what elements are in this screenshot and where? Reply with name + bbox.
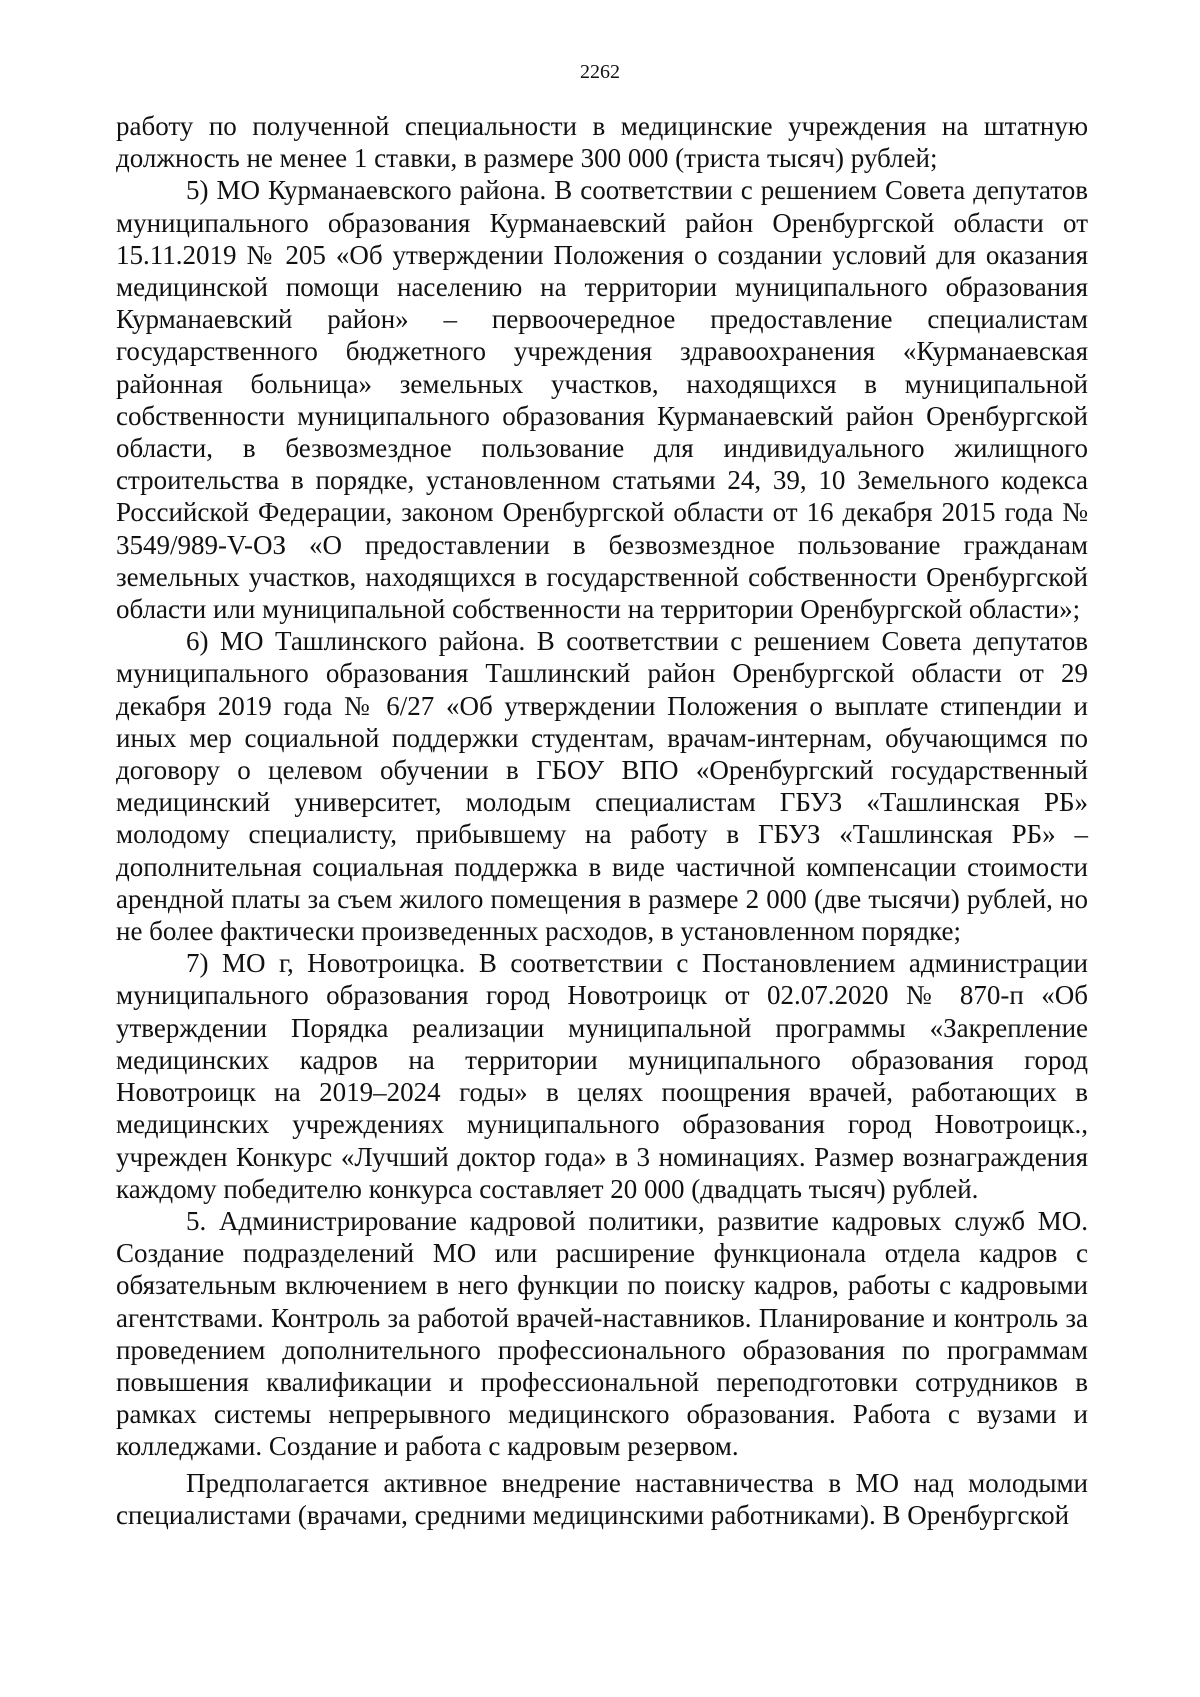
paragraph-mentoring: Предполагается активное внедрение наставничества в МО над молодыми специалистами (врачами, средними медицинскими работниками). В Оренбургской xyxy=(116,1467,1088,1530)
paragraph-item-7-novotroitsk: 7) МО г, Новотроицка. В соответствии с Постановлением администрации муниципального образования город Новотроицк от 02.07.2020 № 870-п «Об утверждении Порядка реализации муниципальной программы «Закрепление медицинских кадров на территории муниципального образования город Новотроицк на 2019–2024 годы» в целях поощрения врачей, работающих в медицинских учреждениях муниципального образования город Новотроицк., учрежден Конкурс «Лучший доктор года» в 3 номинациях. Размер вознаграждения каждому победителю конкурса составляет 20 000 (двадцать тысяч) рублей. xyxy=(116,948,1088,1204)
paragraph-item-6-tashlinsky: 6) МО Ташлинского района. В соответствии с решением Совета депутатов муниципального образования Ташлинский район Оренбургской области от 29 декабря 2019 года № 6/27 «Об утверждении Положения о выплате стипендии и иных мер социальной поддержки студентам, врачам-интернам, обучающимся по договору о целевом обучении в ГБОУ ВПО «Оренбургский государственный медицинский университет, молодым специалистам ГБУЗ «Ташлинская РБ» молодому специалисту, прибывшему на работу в ГБУЗ «Ташлинская РБ» – дополнительная социальная поддержка в виде частичной компенсации стоимости арендной платы за съем жилого помещения в размере 2 000 (две тысячи) рублей, но не более фактически произведенных расходов, в установленном порядке; xyxy=(116,626,1088,947)
page-number: 2262 xyxy=(580,61,620,83)
paragraph-continuation: работу по полученной специальности в медицинские учреждения на штатную должность не менее 1 ставки, в размере 300 000 (триста тысяч) рублей; xyxy=(116,111,1088,174)
paragraph-item-5-kurmanaevsky: 5) МО Курманаевского района. В соответствии с решением Совета депутатов муниципального образования Курманаевский район Оренбургской области от 15.11.2019 № 205 «Об утверждении Положения о создании условий для оказания медицинской помощи населению на территории муниципального образования Курманаевский район» – первоочередное предоставление специалистам государственного бюджетного учреждения здравоохранения «Курманаевская районная больница» земельных участков, находящихся в муниципальной собственности муниципального образования Курманаевский район Оренбургской области, в безвозмездное пользование для индивидуального жилищного строительства в порядке, установленном статьями 24, 39, 10 Земельного кодекса Российской Федерации, законом Оренбургской области от 16 декабря 2015 года № 3549/989-V-ОЗ «О предоставлении в безвозмездное пользование гражданам земельных участков, находящихся в государственной собственности Оренбургской области или муниципальной собственности на территории Оренбургской области»; xyxy=(116,175,1088,625)
document-body xyxy=(116,110,1088,1531)
paragraph-section-5-hr-administration: 5. Администрирование кадровой политики, развитие кадровых служб МО. Создание подразделений МО или расширение функционала отдела кадров с обязательным включением в него функции по поиску кадров, работы с кадровыми агентствами. Контроль за работой врачей-наставников. Планирование и контроль за проведением дополнительного профессионального образования по программам повышения квалификации и профессиональной переподготовки сотрудников в рамках системы непрерывного медицинского образования. Работа с вузами и колледжами. Создание и работа с кадровым резервом. xyxy=(116,1205,1088,1462)
